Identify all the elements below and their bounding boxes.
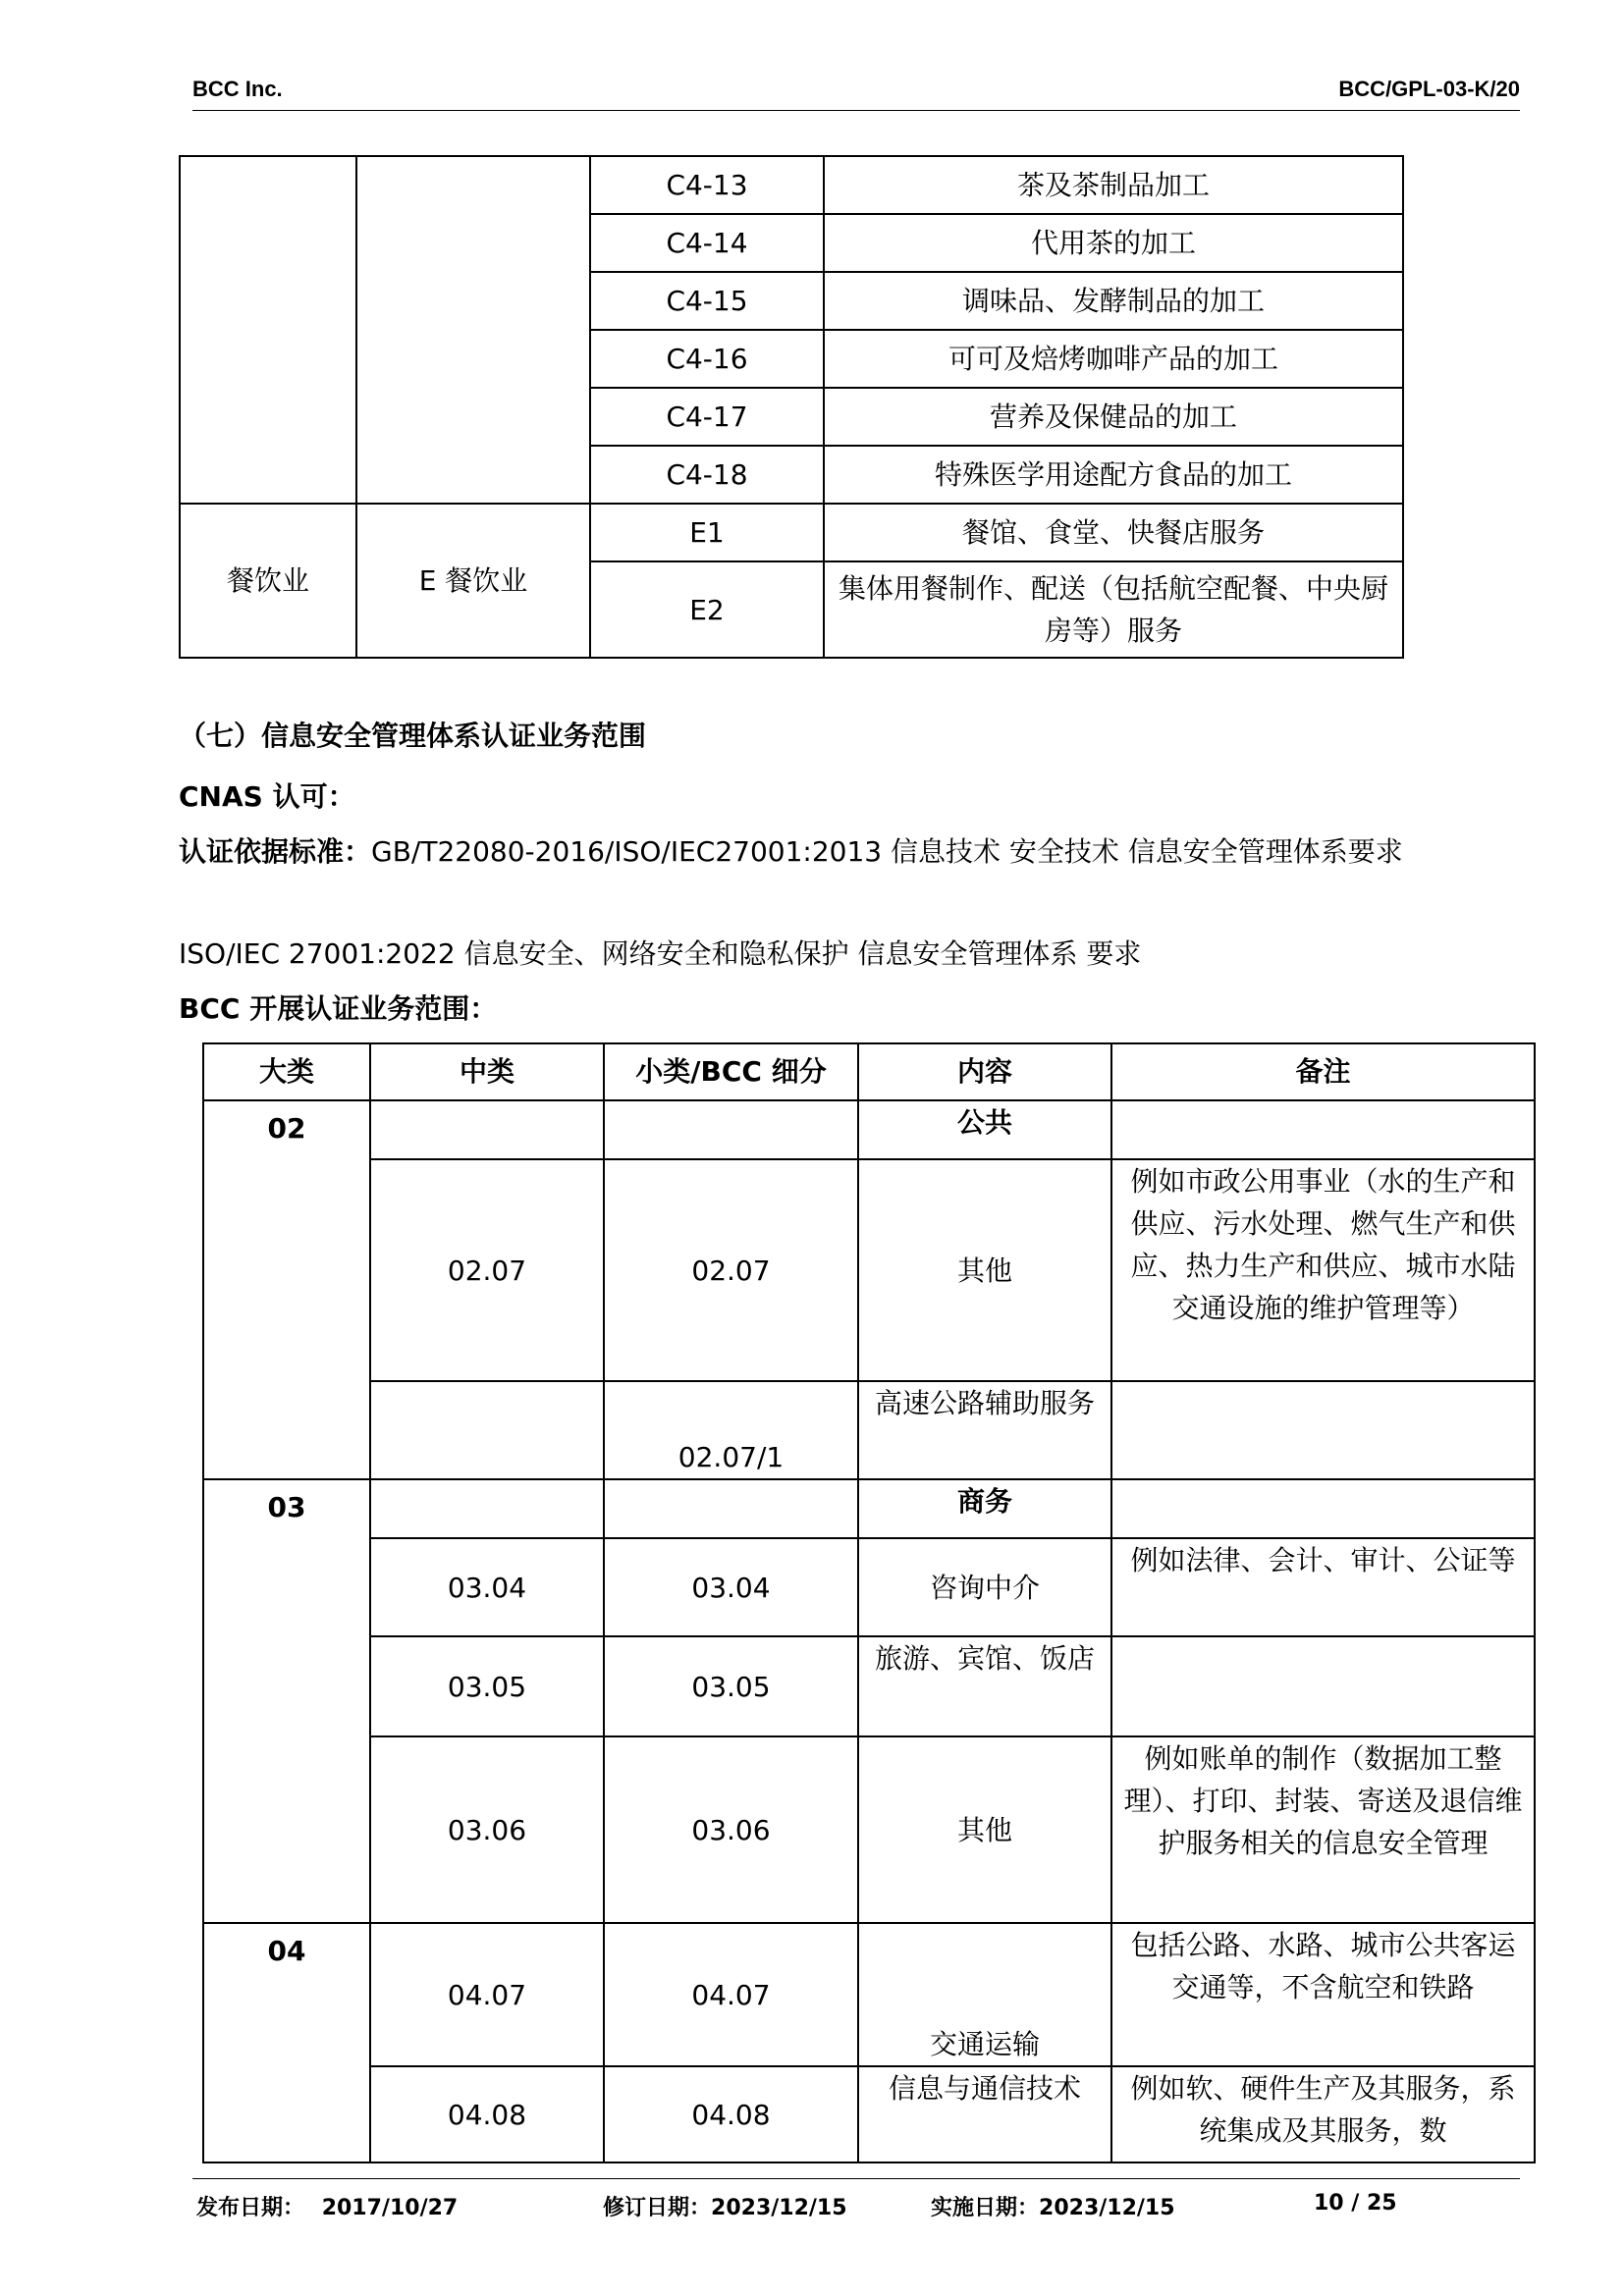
- sub-cell: 03.05: [604, 1636, 858, 1736]
- content-cell: 营养及保健品的加工: [824, 388, 1403, 446]
- company-name: BCC Inc.: [192, 77, 283, 101]
- note-cell: [1111, 1381, 1535, 1479]
- content-cell: 特殊医学用途配方食品的加工: [824, 446, 1403, 504]
- sub-cell: 04.08: [604, 2066, 858, 2163]
- code-cell: E2: [590, 561, 824, 658]
- header-major: 大类: [203, 1043, 370, 1100]
- content-cell: 代用茶的加工: [824, 214, 1403, 272]
- category-cell: 餐饮业: [180, 504, 356, 658]
- code-cell: C4-13: [590, 156, 824, 214]
- mid-cell: 04.07: [370, 1923, 604, 2066]
- empty-subcategory-cell: [356, 156, 590, 504]
- issue-date-label: 发布日期：: [196, 2196, 305, 2220]
- header-sub: 小类/BCC 细分: [604, 1043, 858, 1100]
- mid-cell: [370, 1100, 604, 1159]
- content-cell: 其他: [858, 1159, 1111, 1381]
- note-cell: 例如法律、会计、审计、公证等: [1111, 1538, 1535, 1636]
- revise-date-label: 修订日期：: [603, 2196, 712, 2220]
- mid-cell: 03.04: [370, 1538, 604, 1636]
- content-cell: 其他: [858, 1736, 1111, 1923]
- code-cell: C4-15: [590, 272, 824, 330]
- note-cell: 包括公路、水路、城市公共客运交通等，不含航空和铁路: [1111, 1923, 1535, 2066]
- content-cell: 调味品、发酵制品的加工: [824, 272, 1403, 330]
- food-scope-table: [179, 155, 1404, 659]
- mid-cell: 03.05: [370, 1636, 604, 1736]
- revise-date-group: [603, 2191, 847, 2221]
- mid-cell: [370, 1381, 604, 1479]
- note-cell: 例如账单的制作（数据加工整理）、打印、封装、寄送及退信维护服务相关的信息安全管理: [1111, 1736, 1535, 1923]
- mid-cell: 02.07: [370, 1159, 604, 1381]
- content-cell: 交通运输: [858, 1923, 1111, 2066]
- footer-rule: [192, 2178, 1520, 2179]
- impl-date: 2023/12/15: [1039, 2196, 1175, 2220]
- group-title-cell: 公共: [858, 1100, 1111, 1159]
- sub-cell: 02.07/1: [604, 1381, 858, 1479]
- empty-category-cell: [180, 156, 356, 504]
- group-title-cell: 商务: [858, 1479, 1111, 1538]
- header-note: 备注: [1111, 1043, 1535, 1100]
- sub-cell: [604, 1479, 858, 1538]
- header-content: 内容: [858, 1043, 1111, 1100]
- issue-date: 2017/10/27: [321, 2196, 459, 2220]
- code-cell: C4-16: [590, 330, 824, 388]
- standard-text: GB/T22080-2016/ISO/IEC27001:2013 信息技术 安全技术 信息安全管理体系要求: [371, 835, 1403, 868]
- content-cell: 可可及焙烤咖啡产品的加工: [824, 330, 1403, 388]
- header-mid: 中类: [370, 1043, 604, 1100]
- mid-cell: 04.08: [370, 2066, 604, 2163]
- mid-cell: [370, 1479, 604, 1538]
- content-cell: 高速公路辅助服务: [858, 1381, 1111, 1479]
- standard-label: 认证依据标准：: [179, 835, 372, 868]
- content-cell: 茶及茶制品加工: [824, 156, 1403, 214]
- document-code: BCC/GPL-03-K/20: [1338, 77, 1520, 101]
- standard-text-2: ISO/IEC 27001:2022 信息安全、网络安全和隐私保护 信息安全管理体系 要求: [179, 937, 1142, 970]
- revise-date: 2023/12/15: [711, 2196, 847, 2220]
- note-cell: [1111, 1479, 1535, 1538]
- content-cell: 信息与通信技术: [858, 2066, 1111, 2163]
- content-cell: 集体用餐制作、配送（包括航空配餐、中央厨房等）服务: [824, 561, 1403, 658]
- header-rule: [192, 110, 1520, 111]
- issue-date-group: [196, 2191, 458, 2221]
- code-cell: E1: [590, 504, 824, 561]
- impl-date-group: [931, 2191, 1175, 2221]
- sub-cell: 03.06: [604, 1736, 858, 1923]
- sub-cell: 04.07: [604, 1923, 858, 2066]
- standard-paragraph: [179, 830, 1524, 874]
- code-cell: C4-14: [590, 214, 824, 272]
- content-cell: 旅游、宾馆、饭店: [858, 1636, 1111, 1736]
- sub-cell: [604, 1100, 858, 1159]
- content-cell: 餐馆、食堂、快餐店服务: [824, 504, 1403, 561]
- scope-title: BCC 开展认证业务范围：: [179, 992, 498, 1025]
- content-cell: 咨询中介: [858, 1538, 1111, 1636]
- note-cell: 例如市政公用事业（水的生产和供应、污水处理、燃气生产和供应、热力生产和供应、城市水陆交通设施的维护管理等）: [1111, 1159, 1535, 1381]
- page-number: 10 / 25: [1314, 2191, 1397, 2216]
- isms-scope-table: [202, 1042, 1536, 2163]
- code-cell: C4-18: [590, 446, 824, 504]
- sub-cell: 02.07: [604, 1159, 858, 1381]
- note-cell: [1111, 1636, 1535, 1736]
- major-code-cell: 02: [203, 1100, 370, 1479]
- sub-cell: 03.04: [604, 1538, 858, 1636]
- section-title: （七）信息安全管理体系认证业务范围: [179, 720, 647, 752]
- note-cell: 例如软、硬件生产及其服务，系统集成及其服务，数: [1111, 2066, 1535, 2163]
- major-code-cell: 03: [203, 1479, 370, 1923]
- cnas-label: CNAS 认可：: [179, 780, 355, 813]
- impl-date-label: 实施日期：: [931, 2196, 1040, 2220]
- major-code-cell: 04: [203, 1923, 370, 2163]
- subcategory-cell: E 餐饮业: [356, 504, 590, 658]
- code-cell: C4-17: [590, 388, 824, 446]
- mid-cell: 03.06: [370, 1736, 604, 1923]
- note-cell: [1111, 1100, 1535, 1159]
